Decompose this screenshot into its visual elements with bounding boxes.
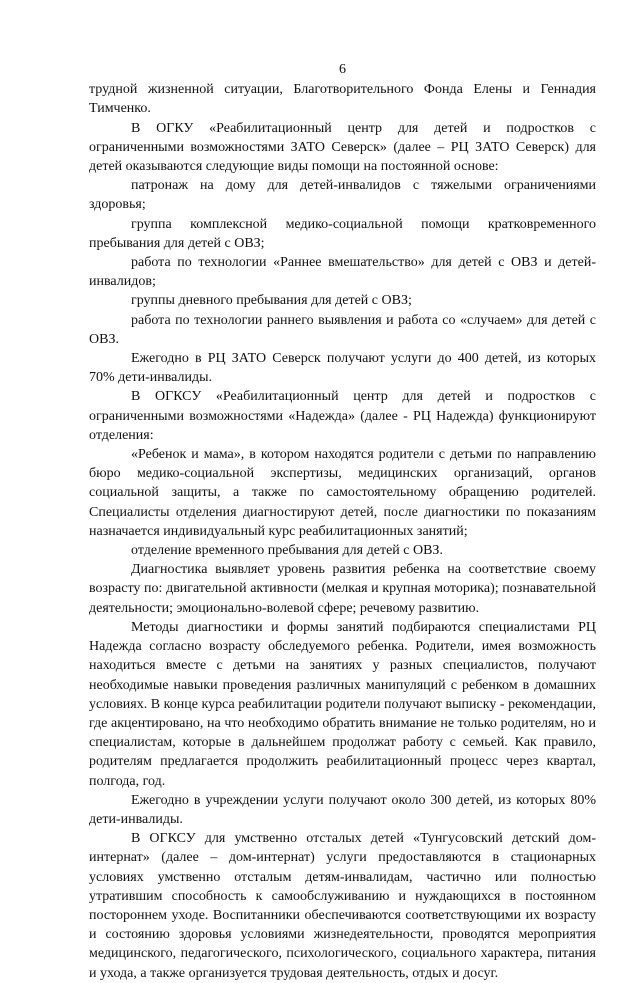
paragraph: Ежегодно в РЦ ЗАТО Северск получают услуги до 400 детей, из которых 70% дети-инвалиды. — [89, 351, 596, 386]
paragraph: трудной жизненной ситуации, Благотворительного Фонда Елены и Геннадия Тимченко. — [89, 82, 596, 117]
paragraph: работа по технологии раннего выявления и работа со «случаем» для детей с ОВЗ. — [89, 312, 596, 347]
paragraph: работа по технологии «Раннее вмешательство» для детей с ОВЗ и детей-инвалидов; — [89, 255, 596, 290]
page-number: 6 — [339, 62, 346, 77]
paragraph: патронаж на дому для детей-инвалидов с тяжелыми ограничениями здоровья; — [89, 178, 596, 213]
paragraph: группы дневного пребывания для детей с ОВЗ; — [131, 293, 412, 309]
paragraph: В ОГКСУ для умственно отсталых детей «Тунгусовский детский дом-интернат» (далее – дом-интернат) услуги предоставляются в стационарных условиях умственно отсталым детям-инвалидам, частично или полностью утратившим способность к самообслуживанию и нуждающихся в постоянном постороннем уходе. Воспитанники обеспечиваются соответствующими их возрасту и состоянию здоровья условиями жизнедеятельности, проводятся мероприятия медицинского, педагогического, психологического, социального характера, питания и ухода, а также организуется трудовая деятельность, отдых и досуг. — [89, 831, 596, 981]
paragraph: Методы диагностики и формы занятий подбираются специалистами РЦ Надежда согласно возрасту обследуемого ребенка. Родители, имея возможность находиться вместе с детьми на занятиях у разных специалистов, получают необходимые навыки проведения различных манипуляций с ребенком в домашних условиях. В конце курса реабилитации родители получают выписку - рекомендации, где акцентировано, на что необходимо обратить внимание не только родителям, но и специалистам, которые в дальнейшем продолжат работу с семьей. Как правило, родителям предлагается продолжить реабилитационный процесс через квартал, полгода, год. — [89, 619, 596, 789]
paragraph: отделение временного пребывания для детей с ОВЗ. — [131, 543, 443, 559]
paragraph: В ОГКСУ «Реабилитационный центр для детей и подростков с ограниченными возможностями «Надежда» (далее - РЦ Надежда) функционируют отделения: — [89, 389, 596, 443]
paragraph: Ежегодно в учреждении услуги получают около 300 детей, из которых 80% дети-инвалиды. — [89, 792, 596, 827]
document-body — [89, 80, 596, 983]
paragraph: Диагностика выявляет уровень развития ребенка на соответствие своему возрасту по: двигательной активности (мелкая и крупная моторика); познавательной деятельности; эмоционально-волевой сфере; речевому развитию. — [89, 562, 596, 616]
paragraph: В ОГКУ «Реабилитационный центр для детей и подростков с ограниченными возможностями ЗАТО Северск» (далее – РЦ ЗАТО Северск) для детей оказываются следующие виды помощи на постоянной основе: — [89, 120, 596, 175]
paragraph: «Ребенок и мама», в котором находятся родители с детьми по направлению бюро медико-социальной экспертизы, медицинских организаций, органов социальной защиты, а также по самостоятельному обращению родителей. Специалисты отделения диагностируют детей, после диагностики по показаниям назначается индивидуальный курс реабилитационных занятий; — [89, 447, 596, 539]
document-page — [89, 60, 596, 983]
paragraph: группа комплексной медико-социальной помощи кратковременного пребывания для детей с ОВЗ; — [89, 216, 596, 251]
